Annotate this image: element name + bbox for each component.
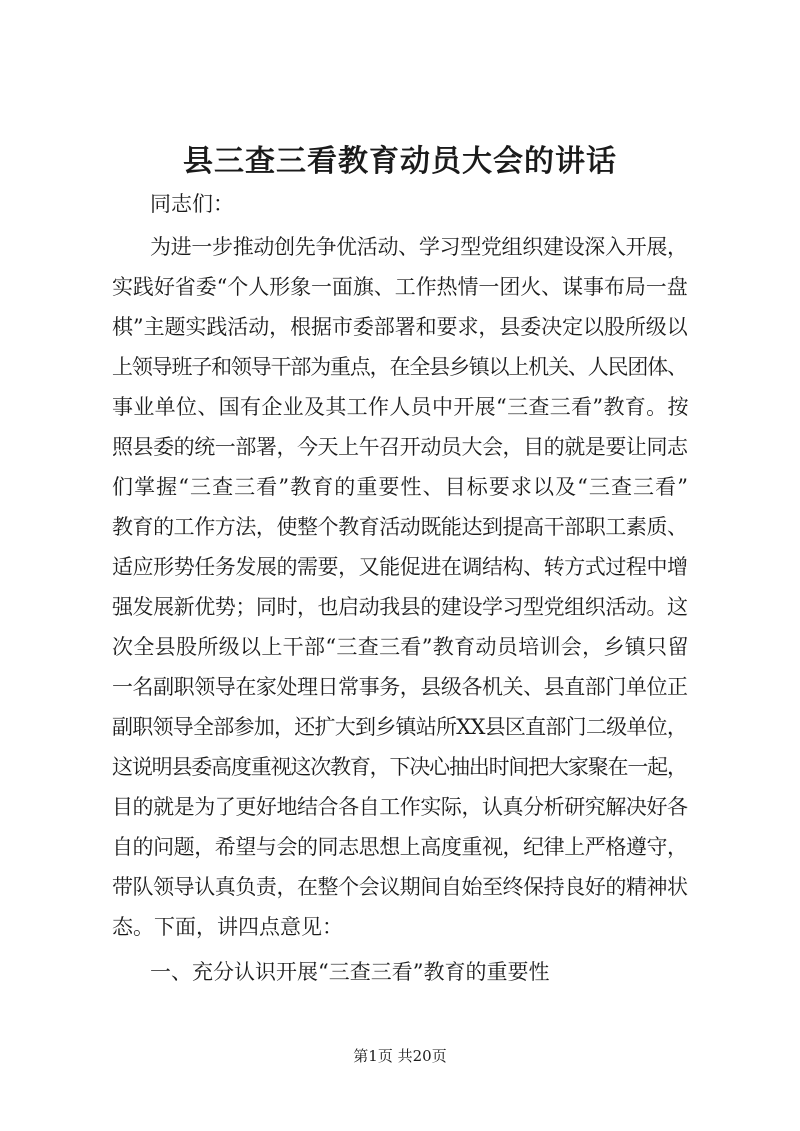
paragraph-line: 为进一步推动创先争优活动、学习型党组织建设深入开展，	[150, 235, 688, 259]
paragraph-line: 适应形势任务发展的需要，又能促进在调结构、转方式过程中增	[112, 555, 688, 579]
paragraph-line: 们掌握“三查三看”教育的重要性、目标要求以及“三查三看”	[112, 475, 690, 499]
paragraph-line: 副职领导全部参加，还扩大到乡镇站所XX县区直部门二级单位，	[112, 715, 688, 739]
document-title: 县三查三看教育动员大会的讲话	[183, 144, 617, 179]
paragraph-line: 态。下面，讲四点意见：	[112, 915, 343, 939]
paragraph-line: 实践好省委“个人形象一面旗、工作热情一团火、谋事布局一盘	[112, 275, 688, 299]
paragraph-line: 教育的工作方法，使整个教育活动既能达到提高干部职工素质、	[112, 515, 688, 539]
paragraph-line: 目的就是为了更好地结合各自工作实际，认真分析研究解决好各	[112, 795, 688, 819]
paragraph-line: 强发展新优势；同时，也启动我县的建设学习型党组织活动。这	[112, 595, 688, 619]
paragraph-line: 照县委的统一部署，今天上午召开动员大会，目的就是要让同志	[112, 435, 688, 459]
page-footer: 第1页 共20页	[353, 1047, 447, 1065]
section-heading: 一、充分认识开展“三查三看”教育的重要性	[150, 960, 550, 984]
paragraph-line: 棋”主题实践活动，根据市委部署和要求，县委决定以股所级以	[112, 315, 688, 339]
paragraph-line: 自的问题，希望与会的同志思想上高度重视，纪律上严格遵守，	[112, 835, 688, 859]
paragraph-line: 一名副职领导在家处理日常事务，县级各机关、县直部门单位正	[112, 675, 688, 699]
paragraph-line: 带队领导认真负责，在整个会议期间自始至终保持良好的精神状	[112, 875, 688, 899]
paragraph-line: 次全县股所级以上干部“三查三看”教育动员培训会，乡镇只留	[112, 635, 689, 659]
paragraph-line: 这说明县委高度重视这次教育，下决心抽出时间把大家聚在一起，	[112, 755, 687, 779]
paragraph-line: 上领导班子和领导干部为重点，在全县乡镇以上机关、人民团体、	[112, 355, 687, 379]
salutation: 同志们：	[150, 192, 234, 216]
paragraph-line: 事业单位、国有企业及其工作人员中开展“三查三看”教育。按	[112, 395, 689, 419]
